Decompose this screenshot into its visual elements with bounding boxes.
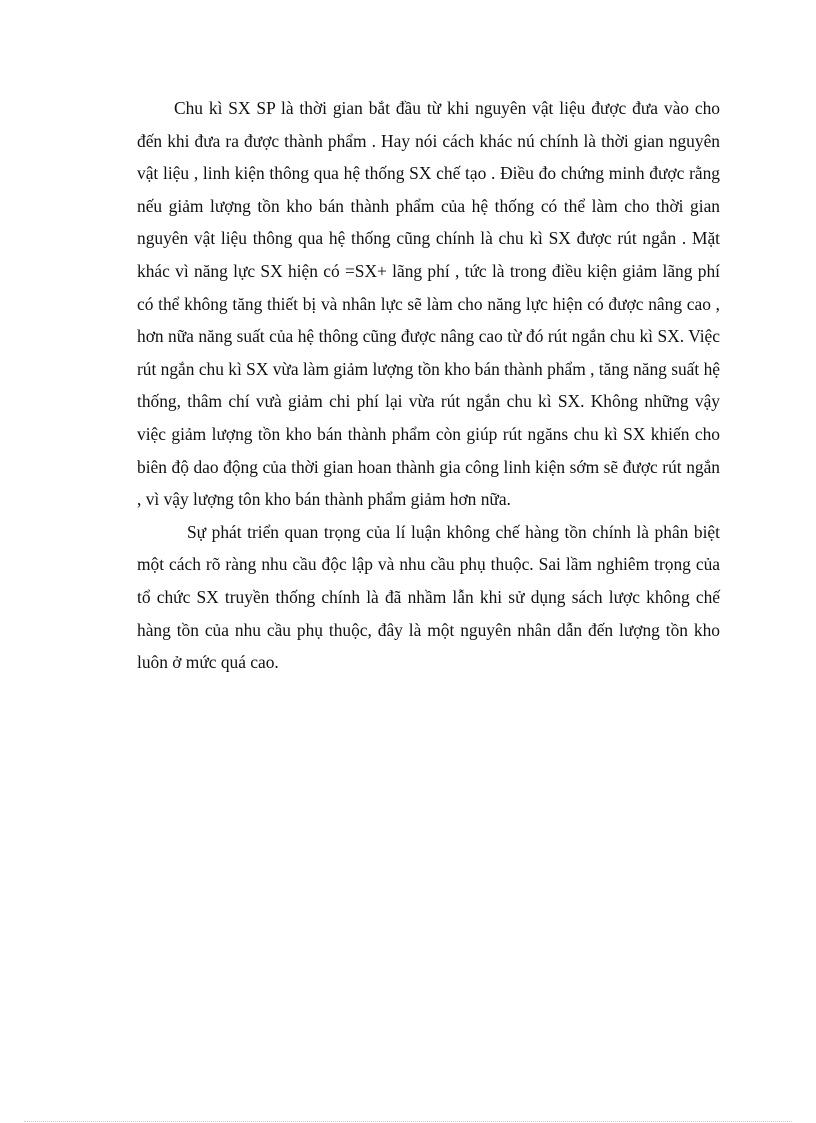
document-body (137, 92, 720, 679)
page-bottom-rule (24, 1121, 792, 1122)
paragraph-production-cycle: Chu kì SX SP là thời gian bắt đầu từ khi nguyên vật liệu được đưa vào cho đến khi đưa ra được thành phẩm . Hay nói cách khác nú chính là thời gian nguyên vật liệu , linh kiện thông qua hệ thống SX chế tạo . Điều đo chứng minh được rằng nếu giảm lượng tồn kho bán thành phẩm của hệ thống có thể làm cho thời gian nguyên vật liệu thông qua hệ thống cũng chính là chu kì SX được rút ngắn . Mặt khác vì năng lực SX hiện có =SX+ lãng phí , tức là trong điều kiện giảm lãng phí có thể không tăng thiết bị và nhân lực sẽ làm cho năng lực hiện có được nâng cao , hơn nữa năng suất của hệ thông cũng được nâng cao từ đó rút ngắn chu kì SX. Việc rút ngắn chu kì SX vừa làm giảm lượng tồn kho bán thành phẩm , tăng năng suất hệ thống, thâm chí vưà giảm chi phí lại vừa rút ngắn chu kì SX. Không những vậy việc giảm lượng tồn kho bán thành phẩm còn giúp rút ngăns chu kì SX khiến cho biên độ dao động của thời gian hoan thành gia công linh kiện sớm sẽ được rút ngắn , vì vậy lượng tôn kho bán thành phẩm giảm hơn nữa. (137, 98, 720, 510)
paragraph-inventory-control: Sự phát triển quan trọng của lí luận không chế hàng tồn chính là phân biệt một cách rõ ràng nhu cầu độc lập và nhu cầu phụ thuộc. Sai lầm nghiêm trọng của tổ chức SX truyền thống chính là đã nhầm lẫn khi sử dụng sách lược không chế hàng tồn của nhu cầu phụ thuộc, đây là một nguyên nhân dẫn đến lượng tồn kho luôn ở mức quá cao. (137, 521, 720, 673)
